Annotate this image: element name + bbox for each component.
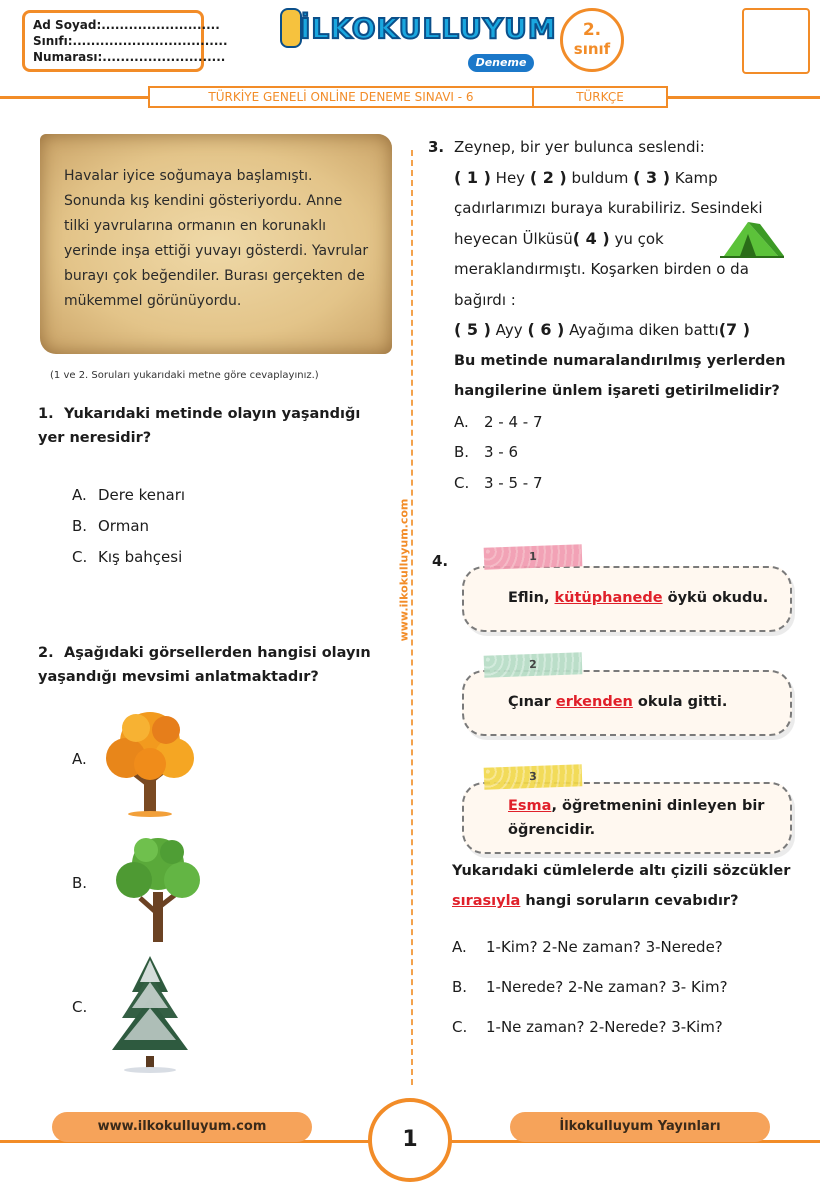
q2-option-a-letter: A. — [72, 750, 87, 768]
q1-option-b[interactable] — [72, 515, 149, 537]
snowy-pine-icon — [102, 952, 198, 1074]
q3-blank-1: ( 1 ) — [454, 167, 491, 187]
question-2 — [38, 641, 394, 689]
question-1-text: Yukarıdaki metinde olayın yaşandığı yer neresidir? — [38, 406, 361, 446]
q3-line-4a: heyecan Ülküsü — [454, 229, 573, 248]
q1-option-b-text: Orman — [98, 517, 150, 535]
q4-option-c-text: 1-Ne zaman? 2-Nerede? 3-Kim? — [486, 1018, 723, 1036]
q3-word-1: Hey — [490, 168, 530, 187]
pencil-mascot-icon — [280, 8, 302, 48]
q3-blank-6: ( 6 ) — [527, 320, 565, 339]
question-1-number: 1. — [38, 406, 54, 422]
passage-paper — [40, 134, 392, 354]
q3-option-b[interactable] — [454, 437, 800, 468]
q3-option-c-letter: C. — [454, 473, 470, 492]
card-3-text — [508, 794, 774, 842]
q3-line-4b: yu çok — [609, 229, 664, 248]
card-1-pre: Eflin, — [508, 590, 555, 606]
question-1 — [38, 402, 388, 450]
class-badge — [560, 8, 624, 72]
number-line: Numarası:........................... — [33, 50, 226, 64]
q3-word-3: Kamp — [670, 168, 718, 187]
q4-option-a-letter: A. — [452, 938, 467, 956]
q4-option-c-letter: C. — [452, 1018, 468, 1036]
q3-blank-7: (7 ) — [718, 320, 751, 339]
card-1-text — [508, 586, 774, 610]
card-2-post: okula gitti. — [632, 694, 728, 710]
footer-website[interactable]: www.ilkokulluyum.com — [52, 1112, 312, 1142]
exam-title: TÜRKİYE GENELİ ONLİNE DENEME SINAVI - 6 — [150, 88, 534, 106]
card-2-text — [508, 690, 774, 714]
q4-question — [452, 856, 802, 916]
q4-option-a-text: 1-Kim? 2-Ne zaman? 3-Nerede? — [486, 938, 723, 956]
class-number: 2. — [582, 20, 602, 40]
q1-option-a-text: Dere kenarı — [98, 486, 186, 504]
q1-option-c-text: Kış bahçesi — [98, 548, 183, 566]
q1-option-a[interactable] — [72, 484, 185, 506]
exam-title-bar — [148, 86, 668, 108]
deneme-tag: Deneme — [468, 54, 534, 72]
q3-option-a[interactable] — [454, 407, 800, 438]
brand-logo — [280, 6, 557, 50]
passage-note: (1 ve 2. Soruları yukarıdaki metne göre cevaplayınız.) — [50, 370, 319, 381]
sentence-card-2 — [462, 670, 792, 736]
card-2-tag: 2 — [484, 652, 583, 677]
q3-option-a-letter: A. — [454, 412, 469, 431]
q1-option-a-letter: A. — [72, 486, 87, 504]
q3-line-7 — [454, 315, 800, 346]
footer-publisher: İlkokulluyum Yayınları — [510, 1112, 770, 1142]
column-divider — [411, 150, 413, 1085]
q3-question: Bu metinde numaralandırılmış yerlerden hangilerine ünlem işareti getirilmelidir? — [454, 352, 786, 399]
card-3-post: , öğretmenini dinleyen bir öğrencidir. — [508, 798, 765, 838]
q4-option-b-letter: B. — [452, 978, 468, 996]
divider-website: www.ilkokulluyum.com — [398, 495, 411, 646]
q4-option-c[interactable] — [452, 1016, 723, 1038]
question-2-number: 2. — [38, 645, 54, 661]
question-4-number: 4. — [432, 552, 449, 570]
q3-option-b-letter: B. — [454, 443, 470, 461]
card-1-post: öykü okudu. — [662, 590, 769, 606]
autumn-tree-icon — [100, 706, 200, 818]
logo-text: İLKOKULLUYUM — [300, 12, 557, 45]
subject-label: TÜRKÇE — [576, 90, 624, 104]
q3-option-c[interactable] — [454, 468, 800, 499]
q2-option-c-letter: C. — [72, 998, 88, 1016]
q1-option-c[interactable] — [72, 546, 182, 568]
q1-option-c-letter: C. — [72, 548, 88, 566]
q3-line-5: meraklandırmıştı. Koşarken birden o da — [454, 260, 749, 278]
q2-option-b[interactable] — [72, 872, 87, 894]
q3-line-3: çadırlarımızı buraya kurabiliriz. Sesindeki — [454, 199, 763, 217]
q4-option-b-text: 1-Nerede? 2-Ne zaman? 3- Kim? — [486, 978, 728, 996]
q3-option-c-text: 3 - 5 - 7 — [484, 473, 543, 492]
sentence-card-1 — [462, 566, 792, 632]
student-info-box — [22, 10, 228, 72]
summer-tree-icon — [112, 834, 204, 946]
q4-option-b[interactable] — [452, 976, 728, 998]
class-line: Sınıfı:.................................. — [33, 34, 228, 48]
q2-option-b-letter: B. — [72, 874, 88, 892]
q3-word-5: Ayy — [490, 321, 528, 339]
q3-option-a-text: 2 - 4 - 7 — [484, 412, 543, 431]
class-word: sınıf — [573, 40, 611, 58]
card-1-highlight: kütüphanede — [554, 590, 663, 606]
q3-blank-5: ( 5 ) — [454, 320, 491, 339]
q3-word-2: buldum — [566, 168, 634, 187]
q2-option-a[interactable] — [72, 748, 87, 770]
question-2-text: Aşağıdaki görsellerden hangisi olayın yaşandığı mevsimi anlatmaktadır? — [38, 645, 371, 685]
tent-icon — [718, 218, 786, 260]
card-1-tag: 1 — [484, 544, 583, 569]
page-number: 1 — [368, 1098, 452, 1182]
question-3-number: 3. — [428, 138, 445, 156]
name-line: Ad Soyad:.......................... — [33, 18, 220, 32]
card-2-highlight: erkenden — [555, 694, 633, 710]
q2-option-c[interactable] — [72, 996, 87, 1018]
q3-word-6: Ayağıma diken battı — [564, 321, 719, 339]
card-3-highlight: Esma — [508, 798, 552, 814]
q4-option-a[interactable] — [452, 936, 723, 958]
q3-option-b-text: 3 - 6 — [484, 443, 519, 461]
card-2-pre: Çınar — [508, 694, 556, 710]
q4-question-pre: Yukarıdaki cümlelerde altı çizili sözcükler — [452, 863, 791, 879]
q3-blank-2: ( 2 ) — [529, 167, 567, 187]
score-box — [742, 8, 810, 74]
q3-line-6: bağırdı : — [454, 290, 516, 309]
passage-text: Havalar iyice soğumaya başlamıştı. Sonunda kış kendini gösteriyordu. Anne tilki yavrularına ormanın en korunaklı yerinde inşa ettiği yuvayı gösterdi. Yavrular burayı çok beğendiler. Burası gerçekten de mükemmel görünüyordu. — [64, 168, 369, 309]
q4-question-post: hangi soruların cevabıdır? — [520, 893, 739, 909]
q3-line-1: Zeynep, bir yer bulunca seslendi: — [454, 138, 705, 156]
sentence-card-3 — [462, 782, 792, 854]
q1-option-b-letter: B. — [72, 517, 88, 535]
question-3 — [428, 132, 800, 498]
q3-line-2 — [454, 163, 800, 194]
q3-blank-3: ( 3 ) — [633, 167, 671, 187]
q4-question-highlight: sırasıyla — [452, 893, 521, 909]
card-3-tag: 3 — [484, 764, 583, 789]
q3-blank-4: ( 4 ) — [572, 228, 610, 248]
